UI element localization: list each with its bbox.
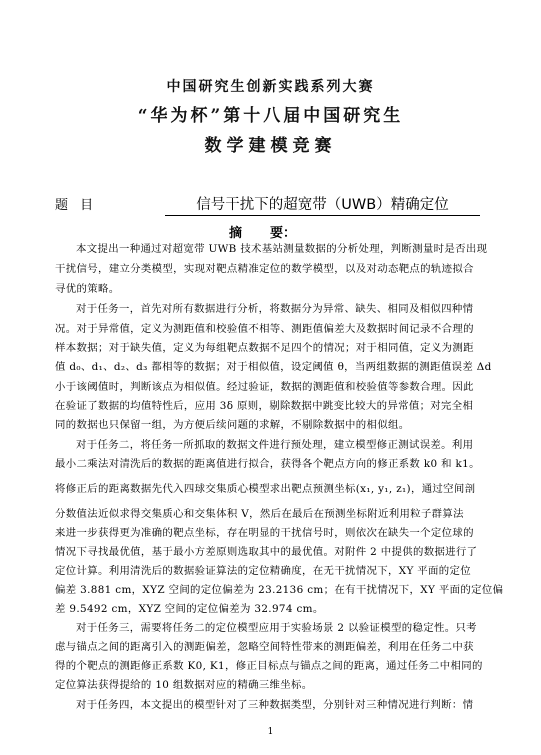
abstract-line: 寻优的策略。 (55, 283, 120, 295)
abstract-line: 本文提出一种通过对超宽带 UWB 技术基站测量数据的分析处理，判断测量时是否出现 (76, 243, 488, 255)
abstract-heading-char-1: 摘 (229, 226, 243, 241)
abstract-line: 小于该阈值时，判断该点为相似值。经过验证，数据的测距值和校验值等参数合理。因此 (55, 381, 474, 393)
abstract-line: 同的数据也只保留一组，为方便后续问题的求解，不剔除数据中的相似组。 (55, 419, 410, 431)
abstract-line: 定位算法获得提给的 10 组数据对应的精确三维坐标。 (55, 679, 313, 691)
page-number: 1 (267, 727, 274, 737)
abstract-line: 对于任务三，需要将任务二的定位模型应用于实验场景 2 以验证模型的稳定性。只考 (76, 622, 477, 634)
paper-title: 信号干扰下的超宽带（UWB）精确定位 (196, 197, 449, 213)
abstract-line: 得的个靶点的测距修正系数 K0, K1，修正目标点与锚点之间的距离，通过任务二中相同的 (55, 660, 483, 672)
competition-name: “华为杯”第十八届中国研究生 (137, 106, 404, 126)
title-label: 题 目 (55, 198, 98, 213)
abstract-line: 差 9.5492 cm，XYZ 空间的定位偏差为 32.974 cm。 (55, 603, 324, 615)
abstract-line: 干扰信号，建立分类模型，实现对靶点精准定位的数学模型，以及对动态靶点的轨迹拟合 (55, 263, 474, 275)
abstract-line: 来进一步获得更为准确的靶点坐标，存在明显的干扰信号时，则依次在缺失一个定位球的 (55, 527, 474, 539)
competition-subtitle: 数学建模竞赛 (204, 136, 337, 156)
abstract-line: 值 d₀、d₁、d₂、d₃ 都相等的数据；对于相似值，设定阈值 θ，当两组数据的测距值误差 Δd (55, 361, 492, 373)
abstract-line: 对于任务一，首先对所有数据进行分析，将数据分为异常、缺失、相同及相似四种情 (76, 303, 474, 315)
abstract-line: 对于任务四，本文提出的模型针对了三种数据类型，分别针对三种情况进行判断：情 (76, 699, 474, 711)
title-underline (165, 215, 480, 216)
abstract-line: 将修正后的距离数据先代入四球交集质心模型求出靶点预测坐标(x₁, y₁, z₁)，通过空间剖 (55, 483, 476, 495)
abstract-heading-char-2: 要： (270, 226, 297, 241)
abstract-line: 样本数据；对于缺失值，定义为每组靶点数据不足四个的情况；对于相同值，定义为测距 (55, 342, 474, 354)
abstract-line: 偏差 3.881 cm，XYZ 空间的定位偏差为 23.2136 cm；在有干扰情况下，XY 平面的定位偏 (55, 584, 504, 596)
abstract-line: 分数值法近似求得交集质心和交集体积 V，然后在最后在预测坐标附近利用粒子群算法 (55, 508, 464, 520)
abstract-line: 定位计算。利用清洗后的数据验证算法的定位精确度，在无干扰情况下，XY 平面的定位 (55, 565, 472, 577)
abstract-line: 最小二乘法对清洗后的数据的距离值进行拟合，获得各个靶点方向的修正系数 k0 和 k1。 (55, 458, 480, 470)
paper-title-row (55, 194, 495, 216)
abstract-line: 情况下寻找最优值，基于最小方差原则选取其中的最优值。对附件 2 中提供的数据进行了 (55, 546, 478, 558)
abstract-heading (229, 222, 296, 241)
abstract-line: 虑与锚点之间的距离引入的测距偏差，忽略空间特性带来的测距偏差，利用在任务二中获 (55, 641, 474, 653)
abstract-line: 对于任务二，将任务一所抓取的数据文件进行预处理，建立模型修正测试误差。利用 (76, 439, 474, 451)
abstract-line: 在验证了数据的均值特性后，应用 3δ 原则，剔除数据中跳变比较大的异常值；对完全相 (55, 400, 474, 412)
abstract-line: 况。对于异常值，定义为测距值和校验值不相等、测距值偏差大及数据时间记录不合理的 (55, 323, 474, 335)
competition-series-title: 中国研究生创新实践系列大赛 (166, 79, 375, 95)
